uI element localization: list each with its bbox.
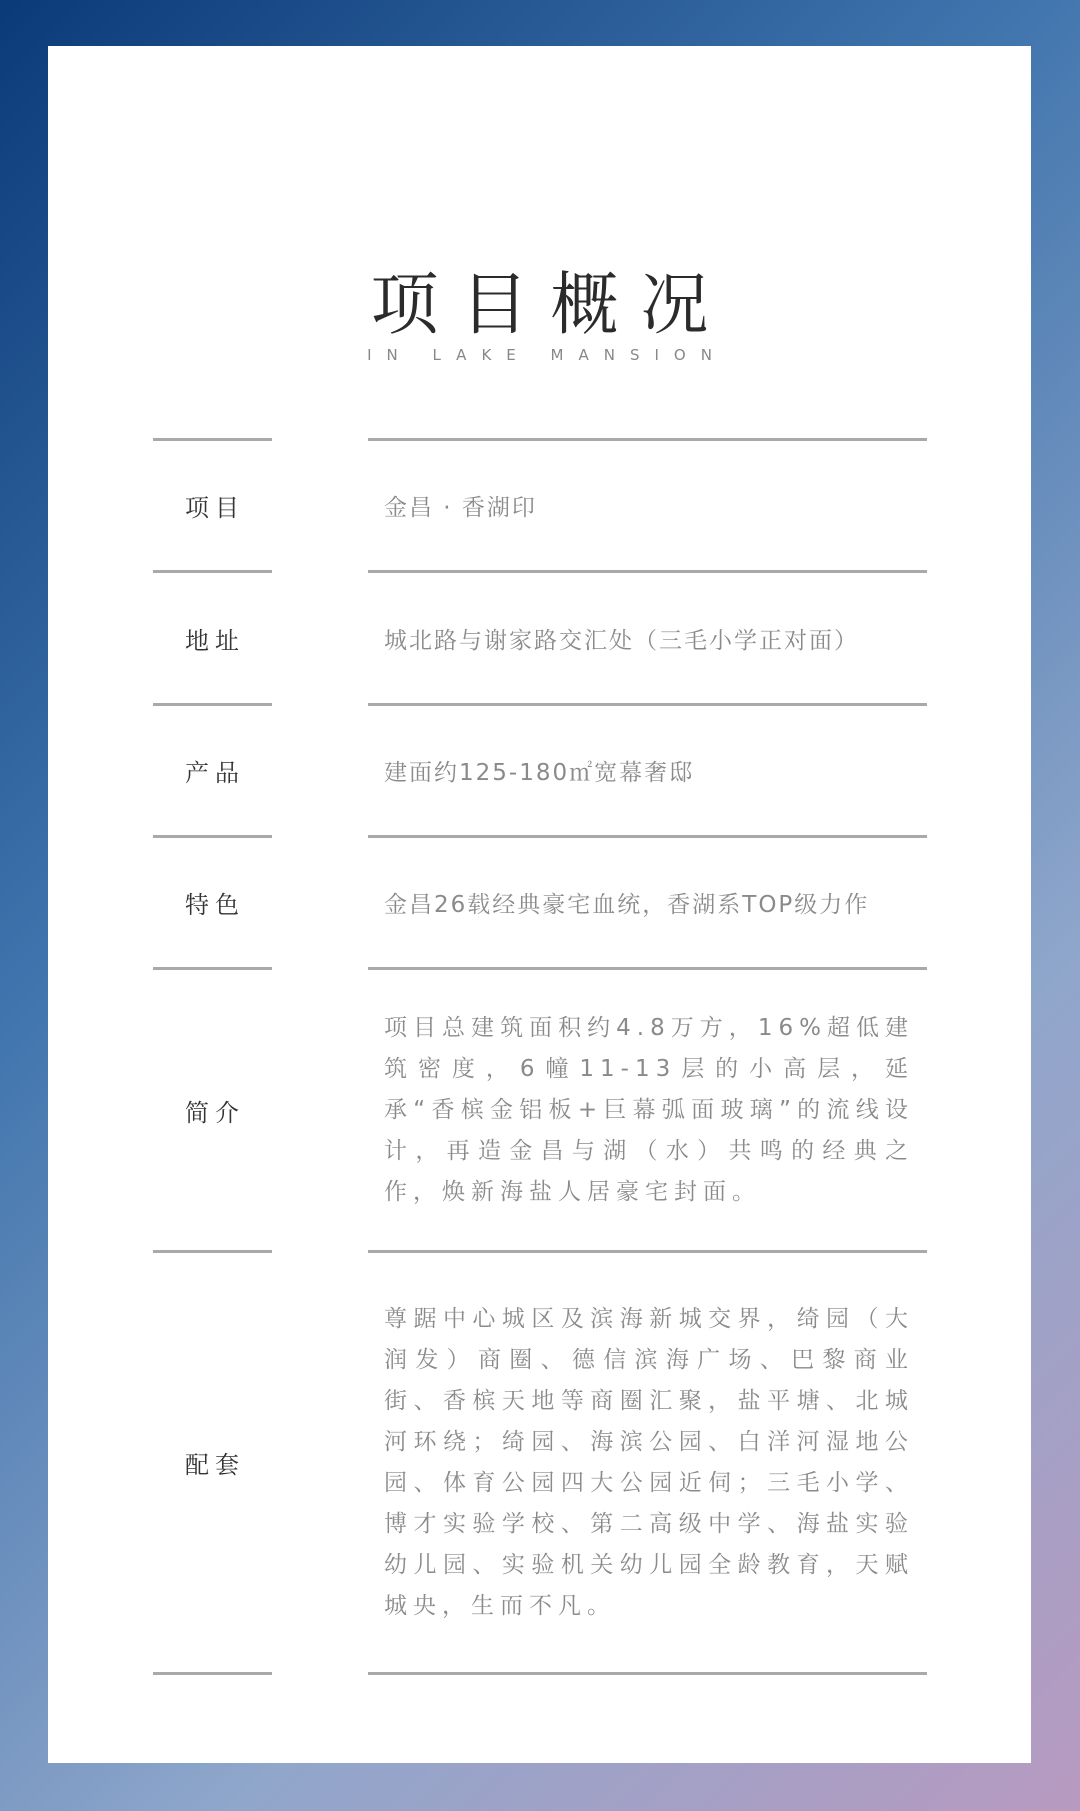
row-label: 产品 <box>185 759 245 787</box>
row-value: 尊踞中心城区及滨海新城交界，绮园（大润发）商圈、德信滨海广场、巴黎商业街、香槟天地等商圈汇聚，盐平塘、北城河环绕；绮园、海滨公园、白洋河湿地公园、体育公园四大公园近伺；三毛小学、博才实验学校、第二高级中学、海盐实验幼儿园、实验机关幼儿园全龄教育，天赋城央，生而不凡。 <box>384 1305 914 1619</box>
page-title: 项目概况 <box>370 265 731 345</box>
content-card <box>48 46 1031 1763</box>
row-value: 城北路与谢家路交汇处（三毛小学正对面） <box>384 627 859 654</box>
row-feature <box>153 835 927 967</box>
row-product <box>153 703 927 835</box>
row-label: 特色 <box>185 891 245 919</box>
row-project <box>153 438 927 570</box>
row-value: 金昌26载经典豪宅血统，香湖系TOP级力作 <box>384 892 870 918</box>
row-label: 简介 <box>185 1098 245 1127</box>
info-table <box>153 438 927 1675</box>
row-value: 项目总建筑面积约4.8万方，16%超低建筑密度，6幢11-13层的小高层，延承“香槟金铝板+巨幕弧面玻璃”的流线设计，再造金昌与湖（水）共鸣的经典之作，焕新海盐人居豪宅封面。 <box>384 1014 914 1205</box>
row-value: 建面约125-180㎡宽幕奢邸 <box>384 760 695 786</box>
row-facilities <box>153 1250 927 1672</box>
divider <box>153 1672 272 1675</box>
page-subtitle: IN LAKE MANSION <box>367 346 727 364</box>
row-label: 地址 <box>185 626 245 655</box>
row-address <box>153 570 927 703</box>
row-value: 金昌 · 香湖印 <box>384 495 537 521</box>
bottom-divider <box>153 1672 927 1675</box>
divider <box>368 1672 927 1675</box>
row-label: 项目 <box>185 494 245 522</box>
row-label: 配套 <box>185 1451 245 1479</box>
row-intro <box>153 967 927 1250</box>
